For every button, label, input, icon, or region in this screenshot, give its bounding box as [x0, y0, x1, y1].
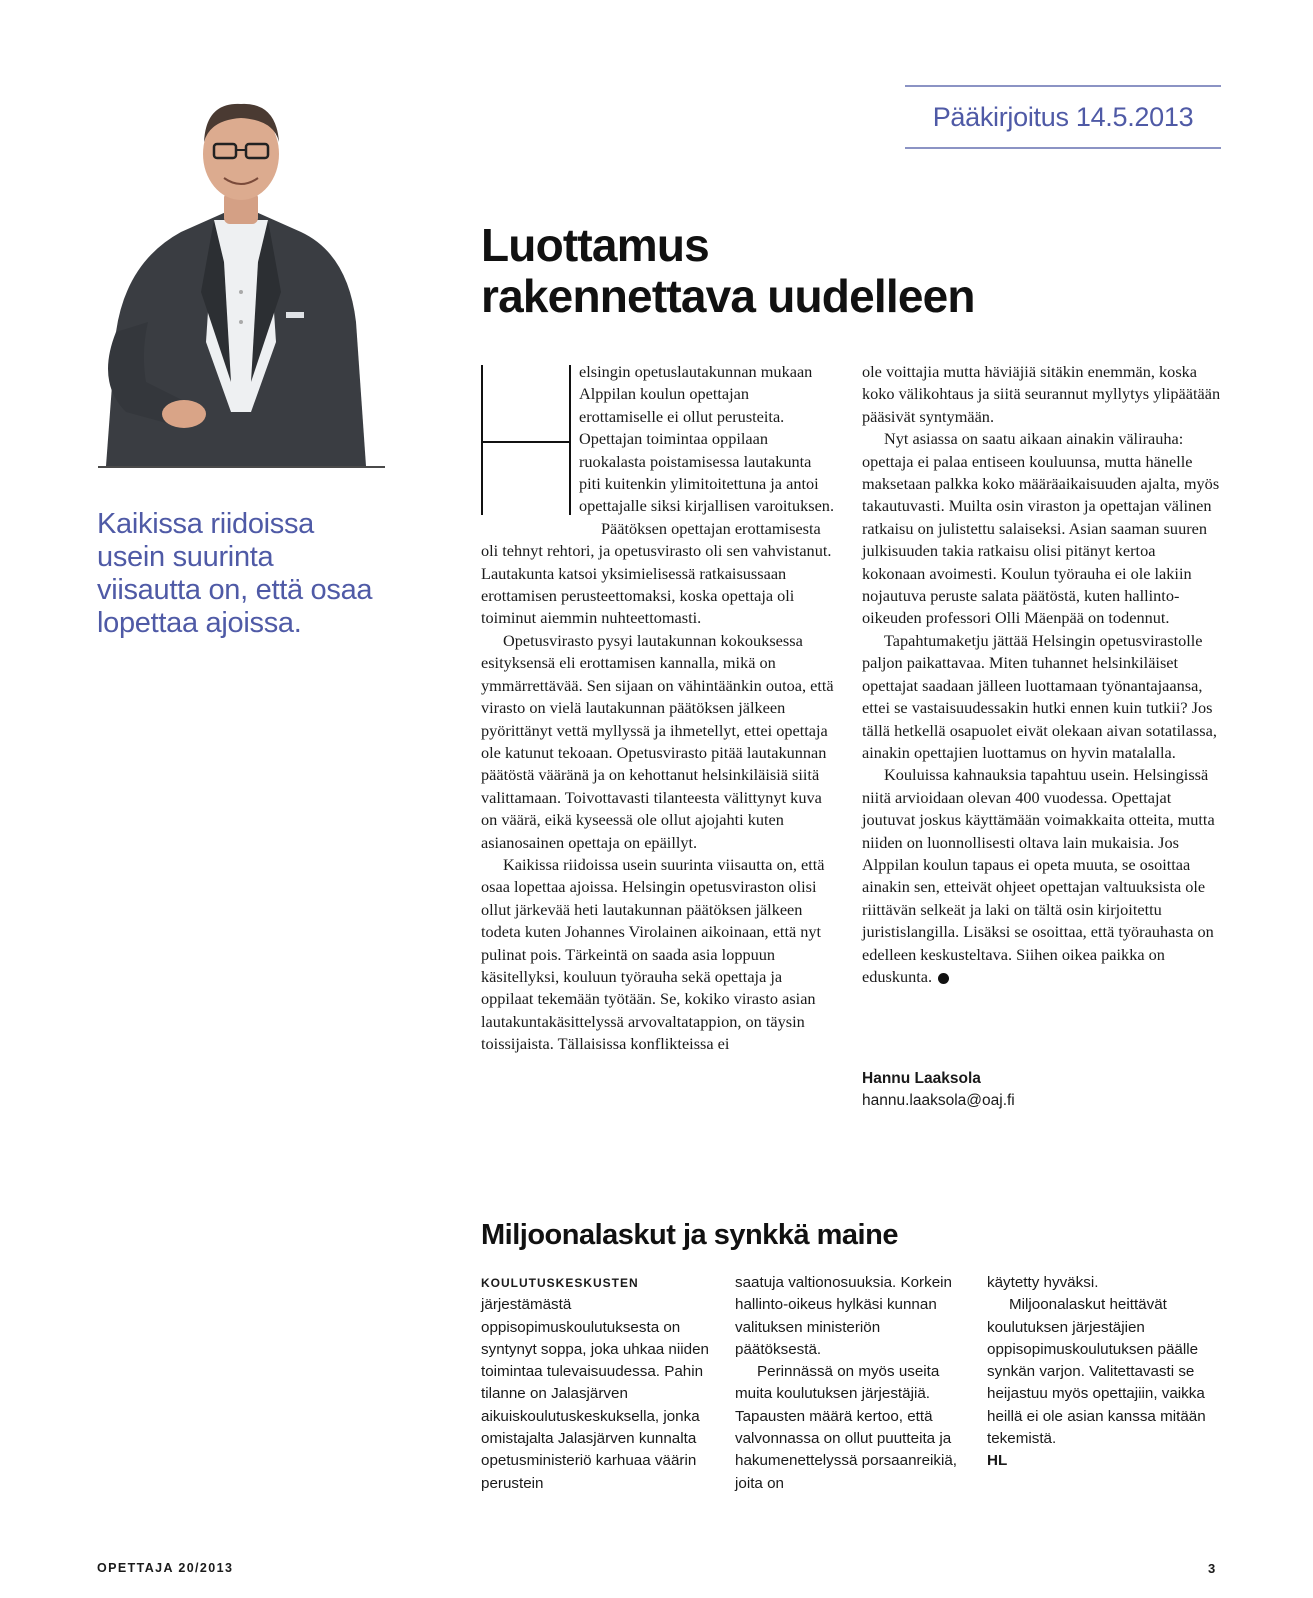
- sub-article-column-1: [481, 1272, 711, 1495]
- article-headline: [481, 220, 1221, 322]
- author-photo: [86, 82, 391, 466]
- end-mark-icon: [938, 973, 949, 984]
- article-paragraph: Kaikissa riidoissa usein suurinta viisautta on, että osaa lopettaa ajoissa. Helsingin opetusviraston olisi ollut järkevää heti lautakunnan päätöksen jälkeen todeta kuten Johannes Virolainen aikoinaan, että nyt pulinat pois. Tärkeintä on saada asia loppuun käsitellyksi, kouluun työrauha sekä opettaja ja oppilaat tekemään työtään. Se, kokiko virasto asian lautakuntakäsittelyssä arvovaltatappion, on täysin toissijaista. Tällaisissa konflikteissa ei: [481, 854, 825, 1054]
- sub-article-paragraph: saatuja valtionosuuksia. Korkein hallinto-oikeus hylkäsi kunnan valituksen ministeriön päätöksestä.: [735, 1274, 952, 1358]
- portrait-image: [86, 82, 391, 466]
- article-column-1: [481, 361, 836, 1056]
- drop-cap-h: [481, 365, 573, 519]
- sub-article-paragraph: käytetty hyväksi.: [987, 1274, 1099, 1291]
- article-paragraph: elsingin opetuslautakunnan mukaan Alppilan koulun opettajan erottamiselle ei ollut perusteita. Opettajan toimintaa oppilaan ruokalasta poistamisessa lautakunta piti kuitenkin ylimitoitettuna ja antoi opettajalle siksi kirjallisen varoituksen.: [579, 362, 835, 516]
- author-email: hannu.laaksola@oaj.fi: [862, 1092, 1015, 1109]
- publication-footer: OPETTAJA 20/2013: [97, 1561, 234, 1575]
- article-paragraph: Tapahtumaketju jättää Helsingin opetusvirastolle paljon paikattavaa. Miten tuhannet helsinkiläiset opettajat saadaan jälleen luottamaan työnantajaansa, ettei se vastaisuudessakin hutki ennen kuin tutkii? Jos tällä hetkellä osapuolet eivät olekaan aivan sotatilassa, ainakin opettajien luottamus on hyvin matalalla.: [862, 630, 1217, 762]
- headline-line-1: Luottamus: [481, 219, 709, 271]
- article-column-2: [862, 361, 1222, 988]
- pull-quote: Kaikissa riidoissa usein suurinta viisautta on, että osaa lopettaa ajoissa.: [97, 508, 373, 639]
- sub-article-column-2: [735, 1272, 965, 1495]
- author-name: Hannu Laaksola: [862, 1070, 981, 1087]
- article-paragraph: Nyt asiassa on saatu aikaan ainakin välirauha: opettaja ei palaa entiseen kouluunsa, mutta hänelle maksetaan palkka koko määräaikaisuuden ajalta, myös takautuvasti. Muilta osin viraston ja opettajan välinen ratkaisu on julistettu salaiseksi. Asian saaman suuren julkisuuden takia ratkaisu olisi pitänyt kertoa kokonaan avoimesti. Koulun työrauha ei ole lakiin nojautuva peruste salata päätöstä, kuten hallinto-oikeuden professori Olli Mäenpää on todennut.: [862, 429, 1220, 628]
- section-kicker: Pääkirjoitus 14.5.2013: [905, 85, 1221, 149]
- sub-article-text: järjestämästä oppisopimuskoulutuksesta on syntynyt soppa, joka uhkaa niiden toimintaa tulevaisuudessa. Pahin tilanne on Jalasjärven aikuiskoulutuskeskuksella, jonka omistajalta Jalasjärven kunnalta opetusministeriö karhuaa väärin perustein: [481, 1296, 709, 1492]
- article-paragraph: ole voittajia mutta häviäjiä sitäkin enemmän, koska koko välikohtaus ja siitä seurannut myllytys ylipäätään pääsivät syntymään.: [862, 362, 1221, 426]
- article-paragraph: Päätöksen opettajan erottamisesta oli tehnyt rehtori, ja opetusvirasto oli sen vahvistanut. Lautakunta katsoi yksimielisessä ratkaisussaan erottamisen perusteettomaksi, koska opettaja oli toiminut aiemmin nuhteettomasti.: [481, 518, 832, 628]
- headline-line-2: rakennettava uudelleen: [481, 270, 975, 322]
- sub-article-paragraph: Miljoonalaskut heittävät koulutuksen järjestäjien oppisopimuskoulutuksen päälle synkän varjon. Valitettavasti se heijastuu myös opettajiin, vaikka heillä ei ole asian kanssa mitään tekemistä.: [987, 1296, 1206, 1448]
- lead-in: KOULUTUSKESKUSTEN: [481, 1276, 639, 1290]
- page-number: 3: [1208, 1561, 1216, 1576]
- article-paragraph: Opetusvirasto pysyi lautakunnan kokouksessa esityksensä eli erottamisen kannalla, mikä on ymmärrettävää. Sen sijaan on vähintäänkin outoa, että virasto on vielä lautakunnan päätöksen jälkeen pyörittänyt vettä myllyssä ja ihmetellyt, ettei opettaja ole katunut tekoaan. Opetusvirasto pitää lautakunnan päätöstä vääränä ja on kehottanut helsinkiläisiä siitä valittamaan. Toivottavasti tilanteesta välittynyt kuva on väärä, eikä kyseessä ole ollut ajojahti kuten asianosainen opettaja on epäillyt.: [481, 630, 834, 852]
- sub-article-paragraph: Perinnässä on myös useita muita koulutuksen järjestäjiä. Tapausten määrä kertoo, että valvonnassa on ollut puutteita ja hakumenettelyssä porsaanreikiä, joita on: [735, 1363, 958, 1492]
- article-paragraph: Kouluissa kahnauksia tapahtuu usein. Helsingissä niitä arvioidaan olevan 400 vuodessa. Opettajat joutuvat joskus käyttämään voimakkaita otteita, mutta niiden on luonnollisesti oltava lain mukaisia. Jos Alppilan koulun tapaus ei opeta muuta, se osoittaa ainakin sen, etteivät ohjeet opettajan valtuuksista ole riittävän selkeät ja laki on tältä osin kirjoitettu juristislangilla. Lisäksi se osoittaa, että työrauhasta on edelleen keskusteltava. Siihen oikea paikka on eduskunta.: [862, 765, 1215, 986]
- author-signature: [862, 1068, 1162, 1112]
- sub-article-initials: HL: [987, 1452, 1008, 1470]
- sub-article-headline: Miljoonalaskut ja synkkä maine: [481, 1219, 898, 1251]
- sub-article-column-3: [987, 1272, 1217, 1473]
- photo-divider: [98, 466, 385, 468]
